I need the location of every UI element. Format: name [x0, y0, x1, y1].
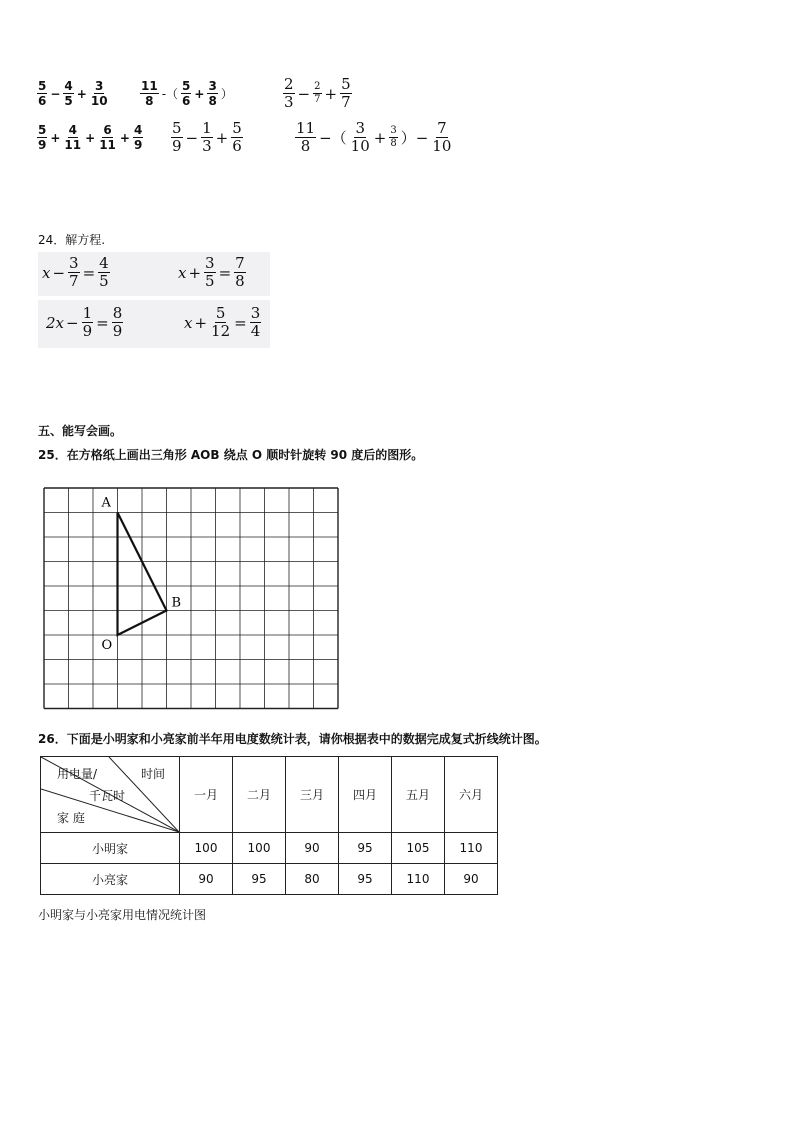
header-usage-label: 用电量/ [57, 767, 98, 781]
fraction: $\frac{5}{12}$ [211, 304, 231, 340]
fraction: $\frac{5}{9}$ [172, 119, 182, 155]
fraction: $\frac{7}{10}$ [432, 119, 452, 155]
usage-cell: 90 [286, 833, 339, 864]
month-header: 一月 [180, 757, 233, 833]
month-header: 四月 [339, 757, 392, 833]
fraction: $\frac{4}{5}$ [64, 79, 73, 108]
usage-cell: 90 [445, 864, 498, 895]
header-unit-label: 千瓦时 [89, 789, 126, 803]
rotation-grid[interactable] [40, 484, 342, 710]
usage-cell: 80 [286, 864, 339, 895]
fraction: $\frac{3}{10}$ [350, 119, 370, 155]
fraction: $\frac{5}{7}$ [341, 75, 351, 111]
fraction: $\frac{3}{8}$ [208, 79, 217, 108]
usage-cell: 110 [392, 864, 445, 895]
fraction: $\frac{4}{11}$ [64, 123, 82, 152]
q25-title: 25．在方格纸上画出三角形 AOB 绕点 O 顺时针旋转 90 度后的图形。 [38, 448, 424, 462]
table-row [41, 833, 498, 864]
equation-4: x + $\frac{5}{12}$ = $\frac{3}{4}$ [184, 304, 261, 340]
fraction: $\frac{3}{4}$ [250, 304, 261, 340]
equation-1: x − $\frac{3}{7}$ = $\frac{4}{5}$ [42, 254, 109, 290]
calc-expr-r1-1: $\frac{5}{6}$ − $\frac{4}{5}$ + $\frac{3}{10}$ [38, 79, 108, 108]
table-corner-header [41, 757, 180, 833]
fraction: $\frac{3}{8}$ [390, 125, 397, 149]
usage-cell: 100 [180, 833, 233, 864]
equation-2: x + $\frac{3}{5}$ = $\frac{7}{8}$ [178, 254, 245, 290]
fraction: $\frac{4}{9}$ [133, 123, 143, 152]
point-b-label: B [171, 595, 182, 611]
fraction: $\frac{3}{10}$ [90, 79, 108, 108]
fraction: $\frac{5}{6}$ [182, 79, 191, 108]
usage-cell: 90 [180, 864, 233, 895]
usage-cell: 100 [233, 833, 286, 864]
fraction: $\frac{3}{5}$ [205, 254, 215, 290]
fraction: $\frac{3}{7}$ [69, 254, 79, 290]
fraction: $\frac{1}{3}$ [202, 119, 212, 155]
fraction: $\frac{7}{8}$ [235, 254, 245, 290]
usage-cell: 95 [339, 864, 392, 895]
fraction: $\frac{6}{11}$ [99, 123, 116, 152]
section5-title: 五、能写会画。 [38, 424, 123, 438]
fraction: $\frac{5}{6}$ [232, 119, 242, 155]
chart-title: 小明家与小亮家用电情况统计图 [38, 908, 207, 922]
month-header: 六月 [445, 757, 498, 833]
usage-cell: 105 [392, 833, 445, 864]
fraction: $\frac{2}{7}$ [314, 81, 321, 105]
header-family-label: 家 庭 [57, 811, 85, 825]
fraction: $\frac{11}{8}$ [141, 79, 158, 108]
calc-expr-r2-3: $\frac{11}{8}$ −（ $\frac{3}{10}$ + $\frac{3}{8}$ ）− $\frac{7}{10}$ [296, 119, 452, 155]
q26-title: 26．下面是小明家和小亮家前半年用电度数统计表，请你根据表中的数据完成复式折线统计图。 [38, 732, 547, 746]
family-name: 小亮家 [41, 864, 180, 895]
electricity-table [40, 756, 498, 895]
month-header: 二月 [233, 757, 286, 833]
grid-lines [44, 488, 338, 709]
equation-3: 2x − $\frac{1}{9}$ = $\frac{8}{9}$ [46, 304, 123, 340]
month-header: 三月 [286, 757, 339, 833]
usage-cell: 95 [339, 833, 392, 864]
calc-expr-r1-3: $\frac{2}{3}$ − $\frac{2}{7}$ + $\frac{5}{7}$ [284, 75, 351, 111]
q24-title: 24．解方程. [38, 233, 106, 247]
fraction: $\frac{8}{9}$ [112, 304, 123, 340]
fraction: $\frac{5}{6}$ [38, 79, 47, 108]
fraction: $\frac{11}{8}$ [296, 119, 316, 155]
calc-expr-r2-2: $\frac{5}{9}$ − $\frac{1}{3}$ + $\frac{5}{6}$ [172, 119, 242, 155]
usage-cell: 110 [445, 833, 498, 864]
fraction: $\frac{2}{3}$ [284, 75, 294, 111]
fraction: $\frac{5}{9}$ [38, 123, 47, 152]
month-header: 五月 [392, 757, 445, 833]
point-o-label: O [101, 638, 113, 653]
table-row [41, 864, 498, 895]
calc-expr-r2-1: $\frac{5}{9}$ + $\frac{4}{11}$ + $\frac{6}{11}$ + $\frac{4}{9}$ [38, 123, 143, 152]
calc-expr-r1-2: $\frac{11}{8}$ -（ $\frac{5}{6}$ + $\frac{3}{8}$ ） [141, 79, 233, 108]
family-name: 小明家 [41, 833, 180, 864]
usage-cell: 95 [233, 864, 286, 895]
point-a-label: A [101, 495, 111, 511]
fraction: $\frac{1}{9}$ [82, 304, 93, 340]
fraction: $\frac{4}{5}$ [99, 254, 109, 290]
header-time-label: 时间 [141, 767, 166, 781]
